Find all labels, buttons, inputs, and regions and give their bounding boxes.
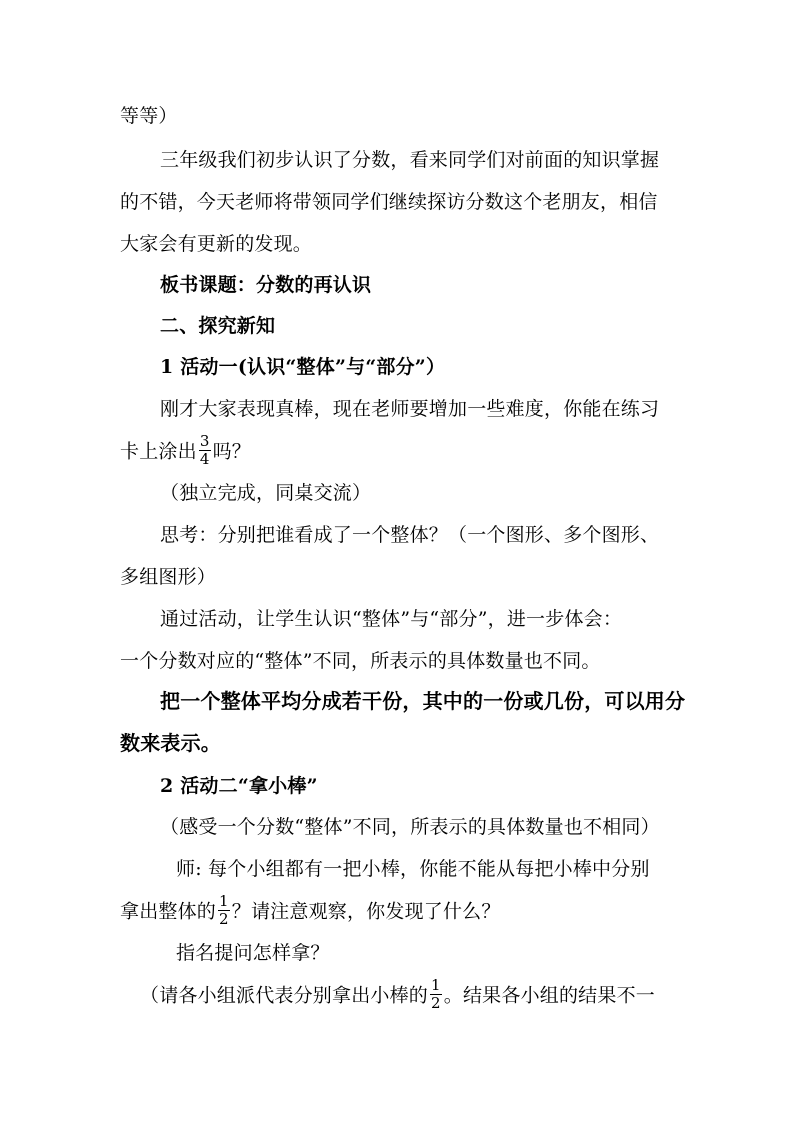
paragraph-line-with-fraction	[120, 892, 501, 929]
fraction-denominator: 4	[199, 450, 210, 468]
paragraph-line: 等等）	[120, 105, 178, 127]
text-segment: ？请注意观察，你发现了什么？	[231, 900, 501, 923]
section-heading: 二、探究新知	[160, 315, 276, 337]
fraction	[430, 978, 442, 1011]
text-segment: 卡上涂出	[120, 440, 197, 463]
paragraph-line: 师: 每个小组都有一把小棒，你能不能从每把小棒中分别	[176, 858, 650, 880]
paragraph-line: （感受一个分数“整体”不同，所表示的具体数量也不相同）	[160, 816, 660, 838]
text-segment: 吗？	[212, 440, 251, 463]
fraction-numerator: 3	[199, 432, 210, 450]
text-segment: 拿出整体的	[120, 900, 217, 923]
paragraph-line: 指名提问怎样拿？	[176, 942, 330, 964]
paragraph-line: 多组图形）	[120, 566, 217, 588]
text-segment: （请各小组派代表分别拿出小棒的	[140, 984, 429, 1007]
key-statement-line: 把一个整体平均分成若干份，其中的一份或几份，可以用分	[160, 689, 686, 713]
paragraph-line-with-fraction	[120, 432, 251, 469]
paragraph-line: 大家会有更新的发现。	[120, 233, 313, 255]
paragraph-line: （独立完成，同桌交流）	[160, 482, 372, 504]
fraction-numerator: 1	[431, 976, 441, 994]
key-statement-line: 数来表示。	[120, 731, 221, 755]
paragraph-line: 思考：分别把谁看成了一个整体？（一个图形、多个图形、	[160, 524, 660, 546]
paragraph-line: 通过活动，让学生认识“整体”与“部分”，进一步体会：	[160, 608, 623, 630]
fraction-denominator: 2	[219, 910, 229, 928]
lesson-title-line: 板书课题：分数的再认识	[160, 274, 372, 296]
paragraph-line: 的不错，今天老师将带领同学们继续探访分数这个老朋友，相信	[120, 191, 658, 213]
activity-heading: 1 活动一(认识“整体”与“部分”）	[160, 356, 446, 378]
fraction	[218, 894, 230, 927]
paragraph-line: 三年级我们初步认识了分数，看来同学们对前面的知识掌握	[160, 149, 660, 171]
fraction	[199, 434, 211, 467]
activity-heading: 2 活动二“拿小棒”	[160, 775, 318, 797]
paragraph-line: 刚才大家表现真棒，现在老师要增加一些难度，你能在练习	[160, 398, 660, 420]
paragraph-line: 一个分数对应的“整体”不同，所表示的具体数量也不同。	[120, 650, 601, 672]
fraction-denominator: 2	[431, 994, 441, 1012]
paragraph-line-with-fraction	[140, 976, 655, 1013]
fraction-numerator: 1	[219, 892, 229, 910]
text-segment: 。结果各小组的结果不一	[443, 984, 655, 1007]
